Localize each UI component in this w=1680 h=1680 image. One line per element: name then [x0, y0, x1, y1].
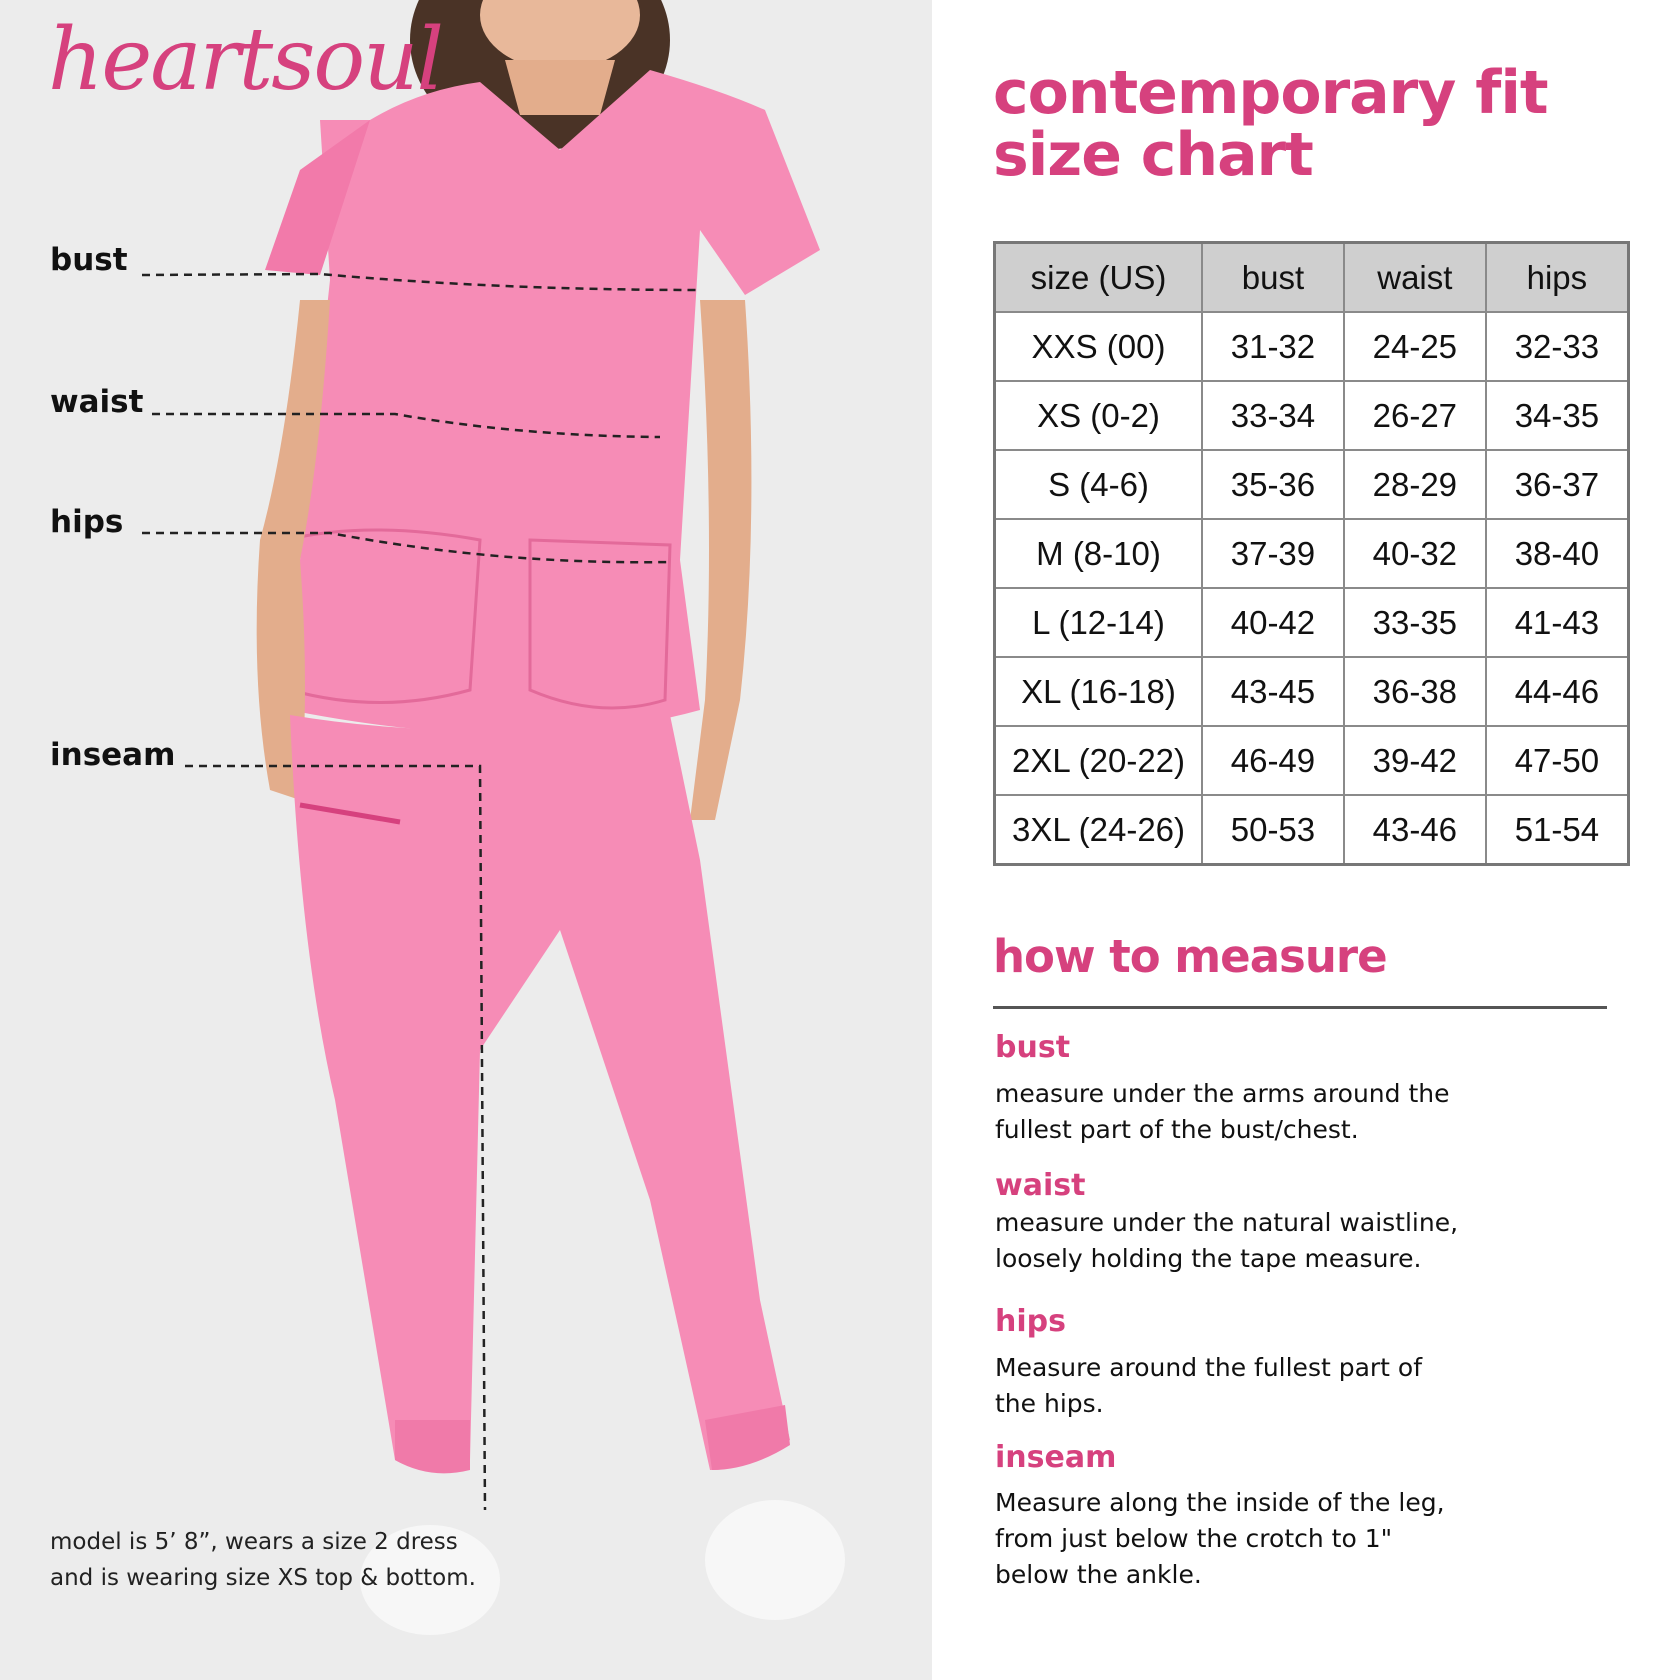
column-header: size (US)	[995, 243, 1203, 313]
measure-text-line: measure under the natural waistline,	[995, 1208, 1459, 1237]
table-cell: 33-34	[1202, 381, 1344, 450]
table-cell: 47-50	[1486, 726, 1629, 795]
table-cell: 43-45	[1202, 657, 1344, 726]
table-cell: 36-37	[1486, 450, 1629, 519]
table-cell: 34-35	[1486, 381, 1629, 450]
table-row	[995, 588, 1629, 657]
table-cell: 50-53	[1202, 795, 1344, 865]
table-cell: 3XL (24-26)	[995, 795, 1203, 865]
measure-text-inseam	[995, 1485, 1595, 1593]
table-cell: 43-46	[1344, 795, 1486, 865]
page-title	[993, 58, 1633, 190]
measure-text-waist	[995, 1205, 1595, 1277]
table-row	[995, 519, 1629, 588]
table-cell: XXS (00)	[995, 312, 1203, 381]
measure-text-line: fullest part of the bust/chest.	[995, 1115, 1359, 1144]
model-arm-right	[690, 300, 751, 820]
table-cell: 24-25	[1344, 312, 1486, 381]
table-cell: 37-39	[1202, 519, 1344, 588]
table-row	[995, 312, 1629, 381]
measure-heading-bust: bust	[995, 1030, 1071, 1065]
pants-cuff-left	[395, 1420, 470, 1473]
size-chart-table	[993, 241, 1630, 866]
table-cell: S (4-6)	[995, 450, 1203, 519]
table-cell: 44-46	[1486, 657, 1629, 726]
table-cell: 51-54	[1486, 795, 1629, 865]
table-cell: 36-38	[1344, 657, 1486, 726]
table-cell: 33-35	[1344, 588, 1486, 657]
table-cell: 28-29	[1344, 450, 1486, 519]
measure-text-line: from just below the crotch to 1"	[995, 1524, 1393, 1553]
column-header: waist	[1344, 243, 1486, 313]
measure-heading-inseam: inseam	[995, 1440, 1117, 1475]
table-cell: 32-33	[1486, 312, 1629, 381]
table-row	[995, 450, 1629, 519]
measure-heading-hips: hips	[995, 1304, 1066, 1339]
table-cell: 41-43	[1486, 588, 1629, 657]
table-cell: 40-42	[1202, 588, 1344, 657]
measure-text-line: below the ankle.	[995, 1560, 1202, 1589]
measure-text-bust	[995, 1076, 1595, 1148]
table-cell: 31-32	[1202, 312, 1344, 381]
model-note	[50, 1524, 520, 1596]
table-cell: 39-42	[1344, 726, 1486, 795]
figure-label-inseam: inseam	[50, 737, 176, 773]
table-cell: XS (0-2)	[995, 381, 1203, 450]
table-row	[995, 381, 1629, 450]
table-cell: 40-32	[1344, 519, 1486, 588]
table-cell: 38-40	[1486, 519, 1629, 588]
column-header: bust	[1202, 243, 1344, 313]
measure-text-line: loosely holding the tape measure.	[995, 1244, 1422, 1273]
how-to-measure-title: how to measure	[993, 930, 1387, 983]
column-header: hips	[1486, 243, 1629, 313]
table-cell: L (12-14)	[995, 588, 1203, 657]
table-cell: 46-49	[1202, 726, 1344, 795]
measure-text-line: Measure along the inside of the leg,	[995, 1488, 1445, 1517]
table-cell: M (8-10)	[995, 519, 1203, 588]
section-divider	[993, 1006, 1607, 1009]
table-cell: 26-27	[1344, 381, 1486, 450]
model-note-line: model is 5’ 8”, wears a size 2 dress	[50, 1529, 458, 1555]
table-cell: 35-36	[1202, 450, 1344, 519]
table-header-row	[995, 243, 1629, 313]
page-title-line: contemporary fit	[993, 58, 1548, 128]
model-neck	[505, 60, 615, 115]
page-title-line: size chart	[993, 120, 1313, 190]
figure-label-bust: bust	[50, 242, 128, 278]
measure-text-line: measure under the arms around the	[995, 1079, 1450, 1108]
figure-label-hips: hips	[50, 504, 124, 540]
shoe-right	[705, 1500, 845, 1620]
table-row	[995, 795, 1629, 865]
scrub-pants	[290, 715, 790, 1470]
model-note-line: and is wearing size XS top & bottom.	[50, 1565, 476, 1591]
measure-text-line: the hips.	[995, 1389, 1104, 1418]
measure-text-line: Measure around the fullest part of	[995, 1353, 1423, 1382]
figure-label-waist: waist	[50, 384, 144, 420]
table-row	[995, 726, 1629, 795]
measure-heading-waist: waist	[995, 1168, 1086, 1203]
table-row	[995, 657, 1629, 726]
measure-text-hips	[995, 1350, 1595, 1422]
table-cell: 2XL (20-22)	[995, 726, 1203, 795]
table-cell: XL (16-18)	[995, 657, 1203, 726]
brand-logo: heartsoul	[48, 10, 443, 110]
